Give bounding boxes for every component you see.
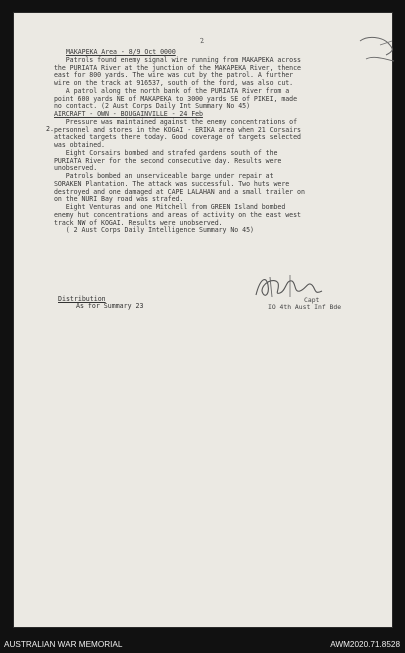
document-line: east for 800 yards. The wire was cut by the patrol. A further bbox=[54, 71, 294, 80]
distribution-text: As for Summary 23 bbox=[76, 302, 144, 310]
document-line: ( 2 Aust Corps Daily Intelligence Summary No 45) bbox=[54, 226, 254, 235]
document-line: Eight Corsairs bombed and strafed gardens south of the bbox=[54, 148, 278, 157]
document-line: on the NURI Bay road was strafed. bbox=[54, 195, 184, 204]
document-line: unobserved. bbox=[54, 164, 98, 173]
document-line: Patrols found enemy signal wire running from MAKAPEKA across bbox=[54, 55, 301, 64]
document-line: destroyed and one damaged at CAPE LALAHAN and a small trailer on bbox=[54, 187, 305, 196]
document-line: PURIATA River for the second consecutive day. Results were bbox=[54, 156, 282, 165]
distribution-heading: Distribution bbox=[58, 295, 106, 303]
document-line: no contact. (2 Aust Corps Daily Int Summary No 45) bbox=[54, 102, 250, 111]
document-line: MAKAPEKA Area - 8/9 Oct 0000 bbox=[66, 48, 176, 56]
document-line: attacked targets there today. Good coverage of targets selected bbox=[54, 133, 301, 142]
footer-source: AUSTRALIAN WAR MEMORIAL bbox=[4, 640, 123, 649]
signature-rank: Capt bbox=[304, 296, 320, 304]
document-line: enemy hut concentrations and areas of activity on the east west bbox=[54, 210, 301, 219]
document-line: Pressure was maintained against the enemy concentrations of bbox=[54, 117, 298, 126]
document-line: point 600 yards NE of MAKAPEKA to 3000 yards SE of PIKEI, made bbox=[54, 94, 298, 103]
signature-unit: IO 4th Aust Inf Bde bbox=[268, 303, 342, 311]
document-line: track NW of KOGAI. Results were unobserved. bbox=[54, 218, 223, 227]
document-line: Eight Venturas and one Mitchell from GREEN Island bombed bbox=[54, 203, 286, 211]
document-line: personnel and stores in the KOGAI - ERIKA area when 21 Corsairs bbox=[54, 125, 301, 134]
document-line: AIRCRAFT - OWN - BOUGAINVILLE - 24 Feb bbox=[54, 110, 203, 118]
document-line: was obtained. bbox=[54, 141, 105, 149]
document-line: A patrol along the north bank of the PURIATA River from a bbox=[54, 86, 290, 95]
footer-accession-number: AWM2020.71.8528 bbox=[330, 640, 400, 649]
page-number: 2 bbox=[199, 36, 205, 46]
handwritten-annotation bbox=[358, 35, 398, 65]
item-number: 2. bbox=[46, 125, 54, 133]
document-line: the PURIATA River at the junction of the MAKAPEKA River, thence bbox=[54, 63, 301, 72]
document-page bbox=[14, 13, 392, 627]
document-line: wire on the track at 916537, south of the ford, was also cut. bbox=[54, 79, 294, 87]
document-line: Patrols bombed an unserviceable barge under repair at bbox=[54, 172, 274, 180]
document-line: SORAKEN Plantation. The attack was successful. Two huts were bbox=[54, 179, 290, 188]
